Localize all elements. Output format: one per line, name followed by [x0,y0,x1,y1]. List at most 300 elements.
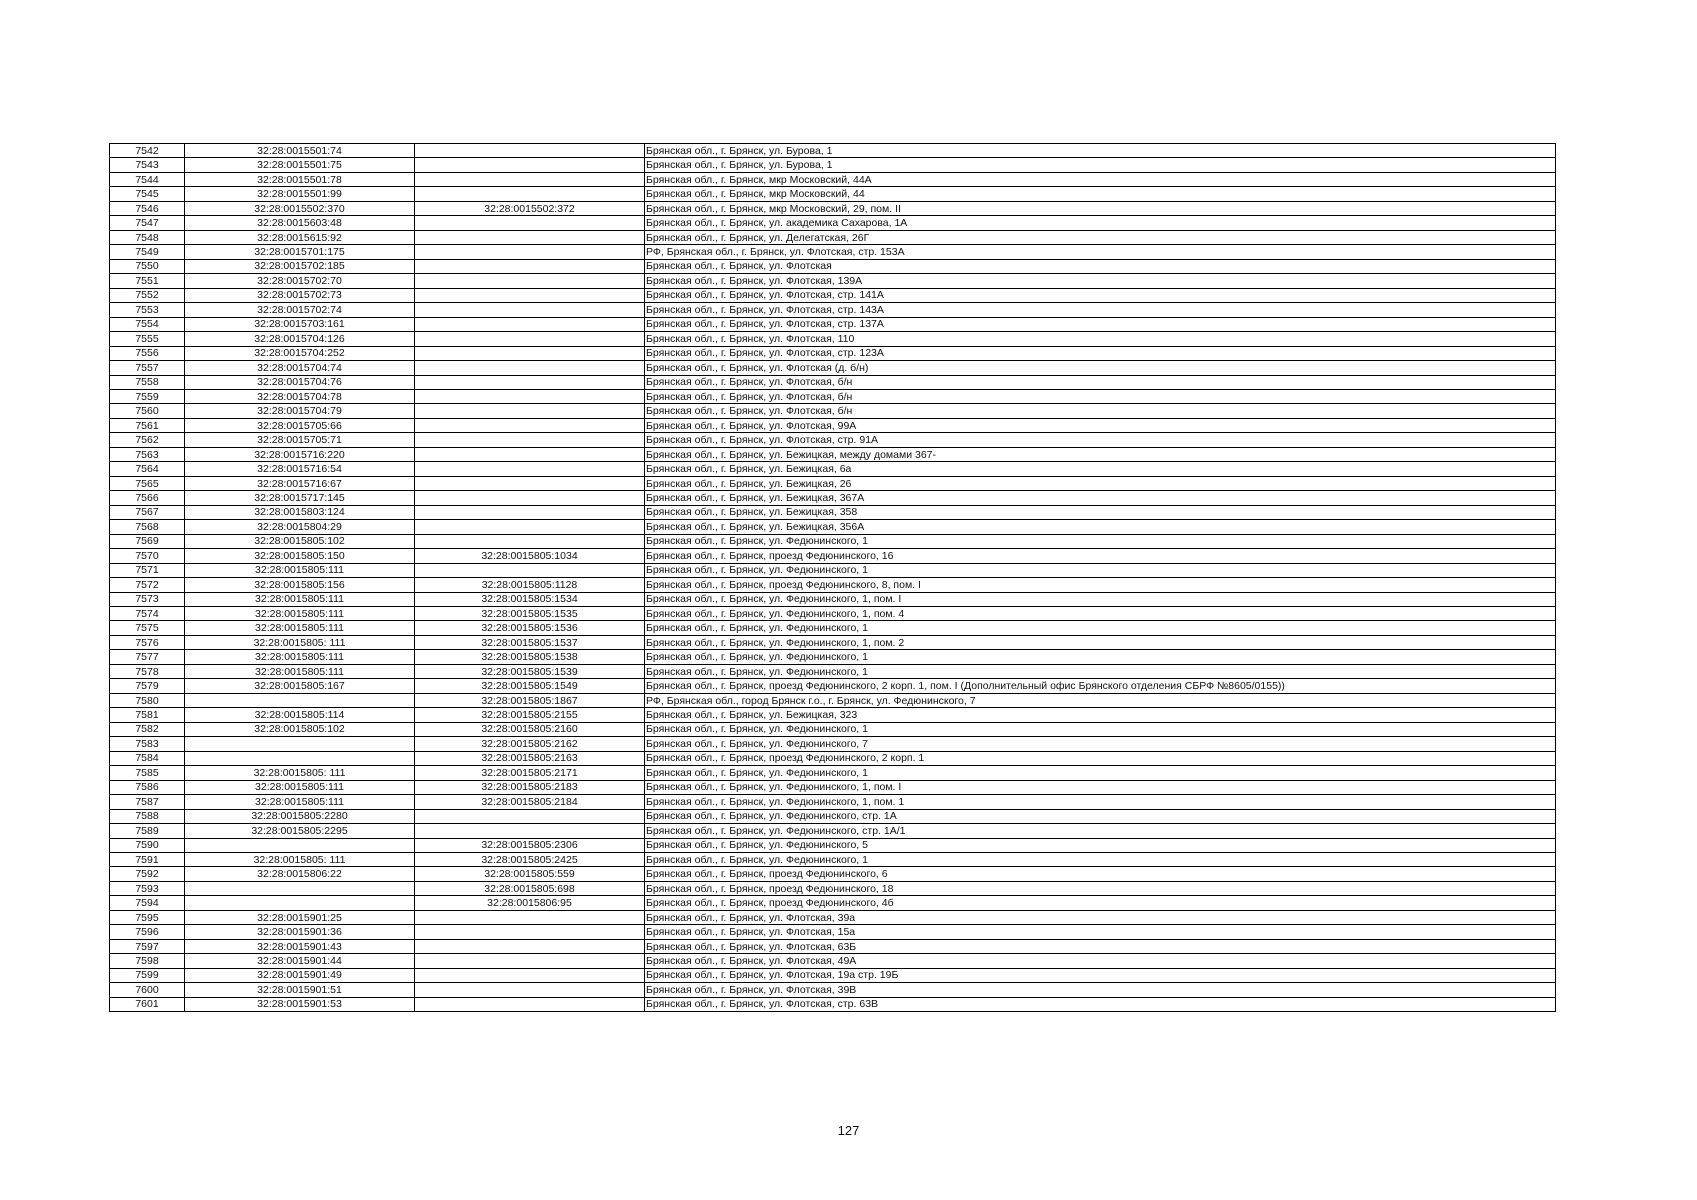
building-cadastral-number-cell [415,809,645,823]
cadastral-number-cell: 32:28:0015805:111 [185,621,415,635]
address-cell: Брянская обл., г. Брянск, мкр Московский, 44А [645,172,1556,186]
building-cadastral-number-cell [415,332,645,346]
cadastral-number-cell: 32:28:0015805: 111 [185,635,415,649]
building-cadastral-number-cell [415,361,645,375]
address-cell: Брянская обл., г. Брянск, ул. Флотская, стр. 143А [645,303,1556,317]
cadastral-number-cell: 32:28:0015702:73 [185,288,415,302]
table-row [110,404,1556,418]
building-cadastral-number-cell [415,317,645,331]
building-cadastral-number-cell: 32:28:0015805:1537 [415,635,645,649]
address-cell: Брянская обл., г. Брянск, ул. Флотская, стр. 137А [645,317,1556,331]
row-number-cell: 7562 [110,433,185,447]
cadastral-number-cell: 32:28:0015804:29 [185,520,415,534]
address-cell: Брянская обл., г. Брянск, ул. Федюнинского, стр. 1А [645,809,1556,823]
cadastral-number-cell: 32:28:0015703:161 [185,317,415,331]
row-number-cell: 7578 [110,664,185,678]
address-cell: Брянская обл., г. Брянск, ул. Флотская, 15а [645,925,1556,939]
cadastral-number-cell: 32:28:0015705:71 [185,433,415,447]
address-cell: Брянская обл., г. Брянск, ул. Бежицкая, 6а [645,462,1556,476]
table-row [110,578,1556,592]
cadastral-number-cell: 32:28:0015901:44 [185,954,415,968]
address-cell: Брянская обл., г. Брянск, ул. Федюнинского, 1 [645,534,1556,548]
building-cadastral-number-cell: 32:28:0015805:1128 [415,578,645,592]
building-cadastral-number-cell [415,274,645,288]
address-cell: Брянская обл., г. Брянск, проезд Федюнинского, 16 [645,549,1556,563]
cadastral-number-cell: 32:28:0015501:78 [185,172,415,186]
address-cell: Брянская обл., г. Брянск, ул. Флотская, 99А [645,418,1556,432]
table-row [110,563,1556,577]
building-cadastral-number-cell [415,418,645,432]
cadastral-number-cell: 32:28:0015501:74 [185,144,415,158]
table-row [110,693,1556,707]
table-row [110,910,1556,924]
cadastral-number-cell: 32:28:0015901:49 [185,968,415,982]
address-cell: Брянская обл., г. Брянск, проезд Федюнинского, 2 корп. 1 [645,751,1556,765]
cadastral-number-cell: 32:28:0015805:111 [185,563,415,577]
row-number-cell: 7550 [110,259,185,273]
row-number-cell: 7558 [110,375,185,389]
row-number-cell: 7576 [110,635,185,649]
building-cadastral-number-cell [415,939,645,953]
building-cadastral-number-cell: 32:28:0015805:1539 [415,664,645,678]
address-cell: Брянская обл., г. Брянск, ул. Флотская, 39В [645,983,1556,997]
building-cadastral-number-cell: 32:28:0015502:372 [415,201,645,215]
row-number-cell: 7583 [110,737,185,751]
table-row [110,433,1556,447]
building-cadastral-number-cell [415,230,645,244]
address-cell: Брянская обл., г. Брянск, ул. Флотская, 63Б [645,939,1556,953]
address-cell: Брянская обл., г. Брянск, ул. Флотская (д. б/н) [645,361,1556,375]
row-number-cell: 7548 [110,230,185,244]
address-cell: Брянская обл., г. Брянск, ул. Федюнинского, 1, пом. 2 [645,635,1556,649]
row-number-cell: 7567 [110,505,185,519]
address-cell: Брянская обл., г. Брянск, ул. Флотская, стр. 123А [645,346,1556,360]
row-number-cell: 7556 [110,346,185,360]
building-cadastral-number-cell [415,520,645,534]
row-number-cell: 7595 [110,910,185,924]
table-row [110,375,1556,389]
table-row [110,389,1556,403]
cadastral-number-cell: 32:28:0015805: 111 [185,852,415,866]
address-cell: Брянская обл., г. Брянск, ул. Бурова, 1 [645,144,1556,158]
row-number-cell: 7545 [110,187,185,201]
building-cadastral-number-cell: 32:28:0015805:2160 [415,722,645,736]
row-number-cell: 7547 [110,216,185,230]
table-row [110,230,1556,244]
building-cadastral-number-cell [415,968,645,982]
row-number-cell: 7543 [110,158,185,172]
row-number-cell: 7557 [110,361,185,375]
cadastral-number-cell: 32:28:0015805:111 [185,664,415,678]
address-cell: Брянская обл., г. Брянск, ул. Флотская, 19а стр. 19Б [645,968,1556,982]
address-cell: РФ, Брянская обл., г. Брянск, ул. Флотская, стр. 153А [645,245,1556,259]
table-row [110,925,1556,939]
table-row [110,592,1556,606]
address-cell: Брянская обл., г. Брянск, ул. Флотская, стр. 91А [645,433,1556,447]
row-number-cell: 7587 [110,795,185,809]
table-row [110,303,1556,317]
building-cadastral-number-cell [415,144,645,158]
row-number-cell: 7590 [110,838,185,852]
table-row [110,274,1556,288]
table-row [110,216,1556,230]
building-cadastral-number-cell: 32:28:0015805:1867 [415,693,645,707]
row-number-cell: 7598 [110,954,185,968]
building-cadastral-number-cell: 32:28:0015805:1534 [415,592,645,606]
building-cadastral-number-cell [415,534,645,548]
address-cell: Брянская обл., г. Брянск, ул. Бежицкая, между домами 367- [645,447,1556,461]
cadastral-number-cell: 32:28:0015501:75 [185,158,415,172]
cadastral-number-cell [185,737,415,751]
row-number-cell: 7546 [110,201,185,215]
building-cadastral-number-cell: 32:28:0015805:2162 [415,737,645,751]
building-cadastral-number-cell [415,245,645,259]
row-number-cell: 7566 [110,491,185,505]
address-cell: Брянская обл., г. Брянск, ул. Флотская, 49А [645,954,1556,968]
row-number-cell: 7586 [110,780,185,794]
table-row [110,737,1556,751]
row-number-cell: 7560 [110,404,185,418]
address-cell: Брянская обл., г. Брянск, ул. Бежицкая, 356А [645,520,1556,534]
row-number-cell: 7552 [110,288,185,302]
row-number-cell: 7573 [110,592,185,606]
table-row [110,259,1556,273]
address-cell: Брянская обл., г. Брянск, ул. Федюнинского, 1 [645,650,1556,664]
table-row [110,896,1556,910]
row-number-cell: 7600 [110,983,185,997]
cadastral-number-cell: 32:28:0015805:102 [185,722,415,736]
row-number-cell: 7554 [110,317,185,331]
row-number-cell: 7592 [110,867,185,881]
address-cell: Брянская обл., г. Брянск, ул. Федюнинского, стр. 1А/1 [645,824,1556,838]
cadastral-number-cell: 32:28:0015702:185 [185,259,415,273]
building-cadastral-number-cell: 32:28:0015805:2184 [415,795,645,809]
address-cell: Брянская обл., г. Брянск, ул. Федюнинского, 1 [645,664,1556,678]
table-row [110,809,1556,823]
building-cadastral-number-cell [415,462,645,476]
table-row [110,751,1556,765]
address-cell: Брянская обл., г. Брянск, ул. Федюнинского, 1, пом. 1 [645,795,1556,809]
building-cadastral-number-cell: 32:28:0015805:1538 [415,650,645,664]
row-number-cell: 7563 [110,447,185,461]
cadastral-number-cell [185,751,415,765]
building-cadastral-number-cell: 32:28:0015805:2155 [415,708,645,722]
cadastral-number-cell: 32:28:0015704:252 [185,346,415,360]
row-number-cell: 7565 [110,476,185,490]
building-cadastral-number-cell: 32:28:0015806:95 [415,896,645,910]
table-row [110,491,1556,505]
row-number-cell: 7581 [110,708,185,722]
row-number-cell: 7580 [110,693,185,707]
table-row [110,288,1556,302]
table-row [110,534,1556,548]
table-row [110,361,1556,375]
cadastral-number-cell [185,896,415,910]
cadastral-number-cell: 32:28:0015901:51 [185,983,415,997]
building-cadastral-number-cell: 32:28:0015805:1535 [415,607,645,621]
cadastral-number-cell: 32:28:0015805:111 [185,795,415,809]
building-cadastral-number-cell [415,404,645,418]
building-cadastral-number-cell [415,346,645,360]
address-cell: Брянская обл., г. Брянск, ул. Флотская, стр. 141А [645,288,1556,302]
building-cadastral-number-cell: 32:28:0015805:2163 [415,751,645,765]
address-cell: Брянская обл., г. Брянск, ул. Флотская, б/н [645,404,1556,418]
address-cell: Брянская обл., г. Брянск, проезд Федюнинского, 18 [645,881,1556,895]
row-number-cell: 7570 [110,549,185,563]
address-cell: Брянская обл., г. Брянск, ул. Федюнинского, 5 [645,838,1556,852]
table-row [110,838,1556,852]
table-row [110,664,1556,678]
building-cadastral-number-cell: 32:28:0015805:1536 [415,621,645,635]
table-row [110,462,1556,476]
cadastral-number-cell: 32:28:0015805:111 [185,592,415,606]
table-row [110,607,1556,621]
address-cell: Брянская обл., г. Брянск, ул. Бурова, 1 [645,158,1556,172]
cadastral-number-cell: 32:28:0015805: 111 [185,766,415,780]
building-cadastral-number-cell [415,187,645,201]
row-number-cell: 7589 [110,824,185,838]
cadastral-number-cell [185,693,415,707]
table-row [110,708,1556,722]
address-cell: Брянская обл., г. Брянск, ул. Федюнинского, 1 [645,621,1556,635]
address-cell: Брянская обл., г. Брянск, проезд Федюнинского, 8, пом. I [645,578,1556,592]
address-cell: Брянская обл., г. Брянск, ул. Федюнинского, 1 [645,852,1556,866]
address-cell: Брянская обл., г. Брянск, ул. Флотская, б/н [645,375,1556,389]
cadastral-number-cell: 32:28:0015615:92 [185,230,415,244]
cadastral-number-cell: 32:28:0015702:70 [185,274,415,288]
building-cadastral-number-cell [415,259,645,273]
cadastral-number-cell: 32:28:0015704:76 [185,375,415,389]
row-number-cell: 7582 [110,722,185,736]
address-cell: Брянская обл., г. Брянск, ул. Федюнинского, 1, пом. 4 [645,607,1556,621]
address-cell: Брянская обл., г. Брянск, ул. Федюнинского, 1 [645,563,1556,577]
table-row [110,997,1556,1011]
row-number-cell: 7555 [110,332,185,346]
cadastral-number-cell: 32:28:0015501:99 [185,187,415,201]
row-number-cell: 7553 [110,303,185,317]
building-cadastral-number-cell [415,375,645,389]
row-number-cell: 7559 [110,389,185,403]
table-row [110,650,1556,664]
table-row [110,635,1556,649]
page-number: 127 [837,1123,860,1138]
property-table [109,143,1556,1012]
row-number-cell: 7571 [110,563,185,577]
cadastral-number-cell: 32:28:0015803:124 [185,505,415,519]
address-cell: Брянская обл., г. Брянск, ул. Флотская, б/н [645,389,1556,403]
building-cadastral-number-cell [415,216,645,230]
row-number-cell: 7572 [110,578,185,592]
building-cadastral-number-cell [415,476,645,490]
row-number-cell: 7575 [110,621,185,635]
building-cadastral-number-cell [415,983,645,997]
cadastral-number-cell: 32:28:0015806:22 [185,867,415,881]
table-row [110,332,1556,346]
building-cadastral-number-cell: 32:28:0015805:2183 [415,780,645,794]
cadastral-number-cell: 32:28:0015704:126 [185,332,415,346]
cadastral-number-cell: 32:28:0015805:111 [185,780,415,794]
property-table-body [110,144,1556,1012]
cadastral-number-cell: 32:28:0015805:150 [185,549,415,563]
row-number-cell: 7569 [110,534,185,548]
cadastral-number-cell: 32:28:0015901:43 [185,939,415,953]
table-row [110,476,1556,490]
cadastral-number-cell: 32:28:0015805:2295 [185,824,415,838]
cadastral-number-cell [185,838,415,852]
table-row [110,867,1556,881]
row-number-cell: 7574 [110,607,185,621]
cadastral-number-cell: 32:28:0015805:167 [185,679,415,693]
table-row [110,722,1556,736]
row-number-cell: 7568 [110,520,185,534]
address-cell: Брянская обл., г. Брянск, ул. Бежицкая, 358 [645,505,1556,519]
building-cadastral-number-cell [415,824,645,838]
building-cadastral-number-cell [415,389,645,403]
table-row [110,201,1556,215]
table-row [110,505,1556,519]
cadastral-number-cell: 32:28:0015717:145 [185,491,415,505]
table-row [110,780,1556,794]
cadastral-number-cell: 32:28:0015901:36 [185,925,415,939]
address-cell: Брянская обл., г. Брянск, ул. Флотская, 39а [645,910,1556,924]
address-cell: Брянская обл., г. Брянск, ул. академика Сахарова, 1А [645,216,1556,230]
building-cadastral-number-cell [415,954,645,968]
address-cell: Брянская обл., г. Брянск, ул. Флотская, 139А [645,274,1556,288]
row-number-cell: 7594 [110,896,185,910]
cadastral-number-cell: 32:28:0015702:74 [185,303,415,317]
row-number-cell: 7599 [110,968,185,982]
table-row [110,549,1556,563]
row-number-cell: 7588 [110,809,185,823]
table-row [110,679,1556,693]
row-number-cell: 7577 [110,650,185,664]
address-cell: Брянская обл., г. Брянск, ул. Федюнинского, 1, пом. I [645,592,1556,606]
building-cadastral-number-cell [415,447,645,461]
cadastral-number-cell: 32:28:0015704:79 [185,404,415,418]
table-row [110,447,1556,461]
cadastral-number-cell: 32:28:0015704:74 [185,361,415,375]
building-cadastral-number-cell [415,158,645,172]
address-cell: Брянская обл., г. Брянск, ул. Флотская [645,259,1556,273]
row-number-cell: 7584 [110,751,185,765]
table-row [110,346,1556,360]
building-cadastral-number-cell [415,303,645,317]
address-cell: Брянская обл., г. Брянск, ул. Федюнинского, 1 [645,766,1556,780]
cadastral-number-cell: 32:28:0015805:156 [185,578,415,592]
table-row [110,187,1556,201]
table-row [110,144,1556,158]
table-row [110,172,1556,186]
cadastral-number-cell: 32:28:0015716:67 [185,476,415,490]
building-cadastral-number-cell: 32:28:0015805:2171 [415,766,645,780]
building-cadastral-number-cell [415,288,645,302]
table-row [110,520,1556,534]
table-row [110,245,1556,259]
address-cell: Брянская обл., г. Брянск, ул. Федюнинского, 1 [645,722,1556,736]
building-cadastral-number-cell [415,563,645,577]
row-number-cell: 7585 [110,766,185,780]
table-row [110,824,1556,838]
address-cell: Брянская обл., г. Брянск, проезд Федюнинского, 6 [645,867,1556,881]
address-cell: Брянская обл., г. Брянск, мкр Московский, 29, пом. II [645,201,1556,215]
cadastral-number-cell: 32:28:0015705:66 [185,418,415,432]
cadastral-number-cell: 32:28:0015805:102 [185,534,415,548]
building-cadastral-number-cell: 32:28:0015805:698 [415,881,645,895]
building-cadastral-number-cell [415,910,645,924]
table-row [110,968,1556,982]
address-cell: Брянская обл., г. Брянск, ул. Делегатская, 26Г [645,230,1556,244]
table-row [110,766,1556,780]
building-cadastral-number-cell: 32:28:0015805:1549 [415,679,645,693]
cadastral-number-cell: 32:28:0015704:78 [185,389,415,403]
table-row [110,954,1556,968]
row-number-cell: 7596 [110,925,185,939]
row-number-cell: 7597 [110,939,185,953]
table-row [110,418,1556,432]
row-number-cell: 7579 [110,679,185,693]
cadastral-number-cell [185,881,415,895]
building-cadastral-number-cell [415,172,645,186]
cadastral-number-cell: 32:28:0015901:53 [185,997,415,1011]
building-cadastral-number-cell [415,491,645,505]
table-row [110,852,1556,866]
cadastral-number-cell: 32:28:0015502:370 [185,201,415,215]
address-cell: Брянская обл., г. Брянск, ул. Флотская, 110 [645,332,1556,346]
address-cell: РФ, Брянская обл., город Брянск г.о., г. Брянск, ул. Федюнинского, 7 [645,693,1556,707]
address-cell: Брянская обл., г. Брянск, проезд Федюнинского, 4б [645,896,1556,910]
row-number-cell: 7601 [110,997,185,1011]
table-row [110,158,1556,172]
row-number-cell: 7551 [110,274,185,288]
cadastral-number-cell: 32:28:0015716:220 [185,447,415,461]
building-cadastral-number-cell [415,433,645,447]
table-row [110,317,1556,331]
table-row [110,881,1556,895]
address-cell: Брянская обл., г. Брянск, ул. Флотская, стр. 63В [645,997,1556,1011]
table-row [110,621,1556,635]
row-number-cell: 7591 [110,852,185,866]
row-number-cell: 7593 [110,881,185,895]
building-cadastral-number-cell: 32:28:0015805:2306 [415,838,645,852]
address-cell: Брянская обл., г. Брянск, ул. Бежицкая, 367А [645,491,1556,505]
address-cell: Брянская обл., г. Брянск, мкр Московский, 44 [645,187,1556,201]
table-row [110,939,1556,953]
row-number-cell: 7561 [110,418,185,432]
cadastral-number-cell: 32:28:0015901:25 [185,910,415,924]
address-cell: Брянская обл., г. Брянск, ул. Бежицкая, 323 [645,708,1556,722]
address-cell: Брянская обл., г. Брянск, ул. Бежицкая, 26 [645,476,1556,490]
address-cell: Брянская обл., г. Брянск, ул. Федюнинского, 7 [645,737,1556,751]
building-cadastral-number-cell [415,925,645,939]
building-cadastral-number-cell: 32:28:0015805:2425 [415,852,645,866]
cadastral-number-cell: 32:28:0015805:2280 [185,809,415,823]
building-cadastral-number-cell: 32:28:0015805:559 [415,867,645,881]
building-cadastral-number-cell [415,505,645,519]
cadastral-number-cell: 32:28:0015701:175 [185,245,415,259]
row-number-cell: 7544 [110,172,185,186]
table-row [110,795,1556,809]
address-cell: Брянская обл., г. Брянск, проезд Федюнинского, 2 корп. 1, пом. I (Дополнительный офис Брянского отделения СБРФ №8605/0155)) [645,679,1556,693]
cadastral-number-cell: 32:28:0015805:111 [185,650,415,664]
row-number-cell: 7549 [110,245,185,259]
row-number-cell: 7542 [110,144,185,158]
cadastral-number-cell: 32:28:0015716:54 [185,462,415,476]
cadastral-number-cell: 32:28:0015603:48 [185,216,415,230]
cadastral-number-cell: 32:28:0015805:111 [185,607,415,621]
cadastral-number-cell: 32:28:0015805:114 [185,708,415,722]
building-cadastral-number-cell [415,997,645,1011]
row-number-cell: 7564 [110,462,185,476]
